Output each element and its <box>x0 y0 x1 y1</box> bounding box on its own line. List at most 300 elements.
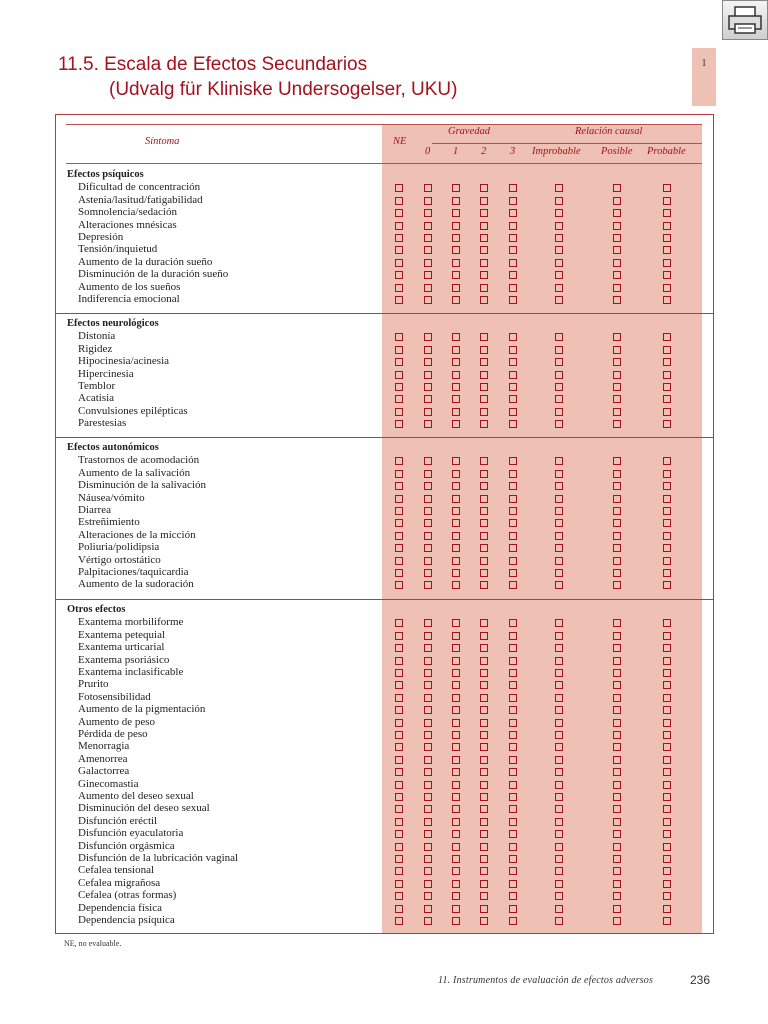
checkbox-grav-2[interactable] <box>480 843 488 851</box>
checkbox-posible[interactable] <box>613 420 621 428</box>
checkbox-ne[interactable] <box>395 917 403 925</box>
checkbox-improbable[interactable] <box>555 657 563 665</box>
checkbox-improbable[interactable] <box>555 569 563 577</box>
checkbox-probable[interactable] <box>663 519 671 527</box>
checkbox-grav-0[interactable] <box>424 669 432 677</box>
checkbox-grav-1[interactable] <box>452 259 460 267</box>
checkbox-grav-1[interactable] <box>452 805 460 813</box>
checkbox-grav-0[interactable] <box>424 246 432 254</box>
checkbox-probable[interactable] <box>663 669 671 677</box>
checkbox-grav-1[interactable] <box>452 905 460 913</box>
checkbox-improbable[interactable] <box>555 706 563 714</box>
checkbox-grav-0[interactable] <box>424 234 432 242</box>
checkbox-grav-3[interactable] <box>509 855 517 863</box>
checkbox-grav-3[interactable] <box>509 731 517 739</box>
checkbox-improbable[interactable] <box>555 482 563 490</box>
checkbox-grav-2[interactable] <box>480 818 488 826</box>
checkbox-grav-2[interactable] <box>480 569 488 577</box>
checkbox-grav-3[interactable] <box>509 830 517 838</box>
checkbox-improbable[interactable] <box>555 507 563 515</box>
checkbox-grav-2[interactable] <box>480 880 488 888</box>
checkbox-probable[interactable] <box>663 209 671 217</box>
checkbox-grav-3[interactable] <box>509 805 517 813</box>
checkbox-posible[interactable] <box>613 905 621 913</box>
checkbox-probable[interactable] <box>663 333 671 341</box>
checkbox-grav-1[interactable] <box>452 184 460 192</box>
checkbox-probable[interactable] <box>663 756 671 764</box>
checkbox-grav-1[interactable] <box>452 246 460 254</box>
checkbox-grav-1[interactable] <box>452 519 460 527</box>
checkbox-grav-1[interactable] <box>452 706 460 714</box>
checkbox-posible[interactable] <box>613 519 621 527</box>
checkbox-grav-0[interactable] <box>424 632 432 640</box>
checkbox-posible[interactable] <box>613 719 621 727</box>
checkbox-grav-1[interactable] <box>452 644 460 652</box>
checkbox-posible[interactable] <box>613 557 621 565</box>
checkbox-grav-2[interactable] <box>480 855 488 863</box>
checkbox-grav-3[interactable] <box>509 346 517 354</box>
checkbox-probable[interactable] <box>663 743 671 751</box>
checkbox-grav-0[interactable] <box>424 855 432 863</box>
checkbox-improbable[interactable] <box>555 532 563 540</box>
checkbox-improbable[interactable] <box>555 544 563 552</box>
checkbox-grav-2[interactable] <box>480 706 488 714</box>
checkbox-posible[interactable] <box>613 867 621 875</box>
checkbox-improbable[interactable] <box>555 383 563 391</box>
checkbox-improbable[interactable] <box>555 669 563 677</box>
checkbox-grav-1[interactable] <box>452 482 460 490</box>
checkbox-grav-2[interactable] <box>480 669 488 677</box>
checkbox-grav-1[interactable] <box>452 619 460 627</box>
checkbox-probable[interactable] <box>663 843 671 851</box>
checkbox-probable[interactable] <box>663 197 671 205</box>
checkbox-posible[interactable] <box>613 706 621 714</box>
checkbox-grav-3[interactable] <box>509 781 517 789</box>
checkbox-grav-3[interactable] <box>509 905 517 913</box>
checkbox-improbable[interactable] <box>555 408 563 416</box>
checkbox-grav-1[interactable] <box>452 197 460 205</box>
checkbox-grav-3[interactable] <box>509 843 517 851</box>
checkbox-grav-3[interactable] <box>509 519 517 527</box>
checkbox-probable[interactable] <box>663 234 671 242</box>
checkbox-posible[interactable] <box>613 371 621 379</box>
checkbox-grav-2[interactable] <box>480 296 488 304</box>
checkbox-grav-3[interactable] <box>509 917 517 925</box>
checkbox-grav-3[interactable] <box>509 234 517 242</box>
checkbox-grav-0[interactable] <box>424 843 432 851</box>
checkbox-ne[interactable] <box>395 880 403 888</box>
checkbox-grav-3[interactable] <box>509 259 517 267</box>
checkbox-ne[interactable] <box>395 507 403 515</box>
checkbox-improbable[interactable] <box>555 234 563 242</box>
checkbox-grav-0[interactable] <box>424 706 432 714</box>
checkbox-grav-1[interactable] <box>452 420 460 428</box>
checkbox-grav-2[interactable] <box>480 544 488 552</box>
checkbox-improbable[interactable] <box>555 557 563 565</box>
checkbox-grav-0[interactable] <box>424 495 432 503</box>
checkbox-posible[interactable] <box>613 184 621 192</box>
checkbox-ne[interactable] <box>395 457 403 465</box>
checkbox-probable[interactable] <box>663 681 671 689</box>
checkbox-grav-0[interactable] <box>424 420 432 428</box>
checkbox-grav-0[interactable] <box>424 259 432 267</box>
checkbox-grav-2[interactable] <box>480 470 488 478</box>
checkbox-grav-1[interactable] <box>452 408 460 416</box>
checkbox-grav-3[interactable] <box>509 296 517 304</box>
checkbox-grav-3[interactable] <box>509 657 517 665</box>
checkbox-ne[interactable] <box>395 867 403 875</box>
checkbox-probable[interactable] <box>663 805 671 813</box>
checkbox-grav-2[interactable] <box>480 271 488 279</box>
checkbox-improbable[interactable] <box>555 768 563 776</box>
checkbox-ne[interactable] <box>395 544 403 552</box>
checkbox-probable[interactable] <box>663 619 671 627</box>
checkbox-grav-0[interactable] <box>424 271 432 279</box>
checkbox-grav-2[interactable] <box>480 284 488 292</box>
checkbox-grav-1[interactable] <box>452 781 460 789</box>
checkbox-grav-1[interactable] <box>452 209 460 217</box>
checkbox-improbable[interactable] <box>555 395 563 403</box>
checkbox-grav-2[interactable] <box>480 694 488 702</box>
checkbox-posible[interactable] <box>613 532 621 540</box>
checkbox-improbable[interactable] <box>555 756 563 764</box>
checkbox-grav-2[interactable] <box>480 867 488 875</box>
checkbox-posible[interactable] <box>613 805 621 813</box>
checkbox-grav-2[interactable] <box>480 632 488 640</box>
checkbox-grav-0[interactable] <box>424 905 432 913</box>
checkbox-probable[interactable] <box>663 482 671 490</box>
checkbox-grav-1[interactable] <box>452 470 460 478</box>
checkbox-grav-2[interactable] <box>480 333 488 341</box>
checkbox-ne[interactable] <box>395 296 403 304</box>
checkbox-probable[interactable] <box>663 259 671 267</box>
checkbox-grav-0[interactable] <box>424 892 432 900</box>
checkbox-posible[interactable] <box>613 569 621 577</box>
checkbox-posible[interactable] <box>613 743 621 751</box>
checkbox-probable[interactable] <box>663 657 671 665</box>
checkbox-grav-0[interactable] <box>424 880 432 888</box>
checkbox-ne[interactable] <box>395 818 403 826</box>
checkbox-grav-1[interactable] <box>452 880 460 888</box>
checkbox-grav-0[interactable] <box>424 644 432 652</box>
checkbox-ne[interactable] <box>395 371 403 379</box>
checkbox-ne[interactable] <box>395 420 403 428</box>
checkbox-grav-1[interactable] <box>452 234 460 242</box>
checkbox-grav-1[interactable] <box>452 756 460 764</box>
checkbox-grav-0[interactable] <box>424 731 432 739</box>
checkbox-improbable[interactable] <box>555 581 563 589</box>
checkbox-ne[interactable] <box>395 892 403 900</box>
checkbox-grav-3[interactable] <box>509 892 517 900</box>
checkbox-ne[interactable] <box>395 209 403 217</box>
checkbox-posible[interactable] <box>613 246 621 254</box>
checkbox-posible[interactable] <box>613 209 621 217</box>
checkbox-ne[interactable] <box>395 743 403 751</box>
checkbox-grav-0[interactable] <box>424 830 432 838</box>
checkbox-probable[interactable] <box>663 470 671 478</box>
checkbox-grav-3[interactable] <box>509 271 517 279</box>
print-button[interactable] <box>722 0 768 40</box>
checkbox-grav-0[interactable] <box>424 867 432 875</box>
checkbox-grav-0[interactable] <box>424 793 432 801</box>
checkbox-probable[interactable] <box>663 731 671 739</box>
checkbox-probable[interactable] <box>663 830 671 838</box>
checkbox-posible[interactable] <box>613 793 621 801</box>
checkbox-improbable[interactable] <box>555 184 563 192</box>
checkbox-improbable[interactable] <box>555 892 563 900</box>
checkbox-grav-2[interactable] <box>480 644 488 652</box>
checkbox-grav-3[interactable] <box>509 793 517 801</box>
checkbox-improbable[interactable] <box>555 681 563 689</box>
checkbox-grav-0[interactable] <box>424 917 432 925</box>
checkbox-grav-1[interactable] <box>452 346 460 354</box>
checkbox-improbable[interactable] <box>555 731 563 739</box>
checkbox-ne[interactable] <box>395 470 403 478</box>
checkbox-improbable[interactable] <box>555 805 563 813</box>
checkbox-grav-1[interactable] <box>452 507 460 515</box>
checkbox-posible[interactable] <box>613 681 621 689</box>
checkbox-probable[interactable] <box>663 346 671 354</box>
checkbox-improbable[interactable] <box>555 197 563 205</box>
checkbox-grav-3[interactable] <box>509 743 517 751</box>
checkbox-grav-3[interactable] <box>509 408 517 416</box>
checkbox-improbable[interactable] <box>555 495 563 503</box>
checkbox-probable[interactable] <box>663 781 671 789</box>
checkbox-grav-0[interactable] <box>424 184 432 192</box>
checkbox-grav-2[interactable] <box>480 420 488 428</box>
checkbox-grav-1[interactable] <box>452 557 460 565</box>
checkbox-grav-2[interactable] <box>480 731 488 739</box>
checkbox-grav-2[interactable] <box>480 793 488 801</box>
checkbox-ne[interactable] <box>395 855 403 863</box>
checkbox-probable[interactable] <box>663 768 671 776</box>
checkbox-improbable[interactable] <box>555 830 563 838</box>
checkbox-grav-1[interactable] <box>452 719 460 727</box>
checkbox-grav-3[interactable] <box>509 197 517 205</box>
checkbox-grav-2[interactable] <box>480 358 488 366</box>
checkbox-posible[interactable] <box>613 917 621 925</box>
checkbox-grav-1[interactable] <box>452 296 460 304</box>
checkbox-grav-2[interactable] <box>480 519 488 527</box>
checkbox-probable[interactable] <box>663 905 671 913</box>
checkbox-grav-3[interactable] <box>509 669 517 677</box>
checkbox-improbable[interactable] <box>555 880 563 888</box>
checkbox-grav-0[interactable] <box>424 619 432 627</box>
checkbox-posible[interactable] <box>613 781 621 789</box>
checkbox-posible[interactable] <box>613 830 621 838</box>
checkbox-ne[interactable] <box>395 669 403 677</box>
checkbox-grav-2[interactable] <box>480 482 488 490</box>
checkbox-grav-1[interactable] <box>452 669 460 677</box>
checkbox-improbable[interactable] <box>555 632 563 640</box>
checkbox-grav-1[interactable] <box>452 731 460 739</box>
checkbox-grav-0[interactable] <box>424 482 432 490</box>
checkbox-probable[interactable] <box>663 544 671 552</box>
checkbox-ne[interactable] <box>395 358 403 366</box>
checkbox-grav-1[interactable] <box>452 371 460 379</box>
checkbox-improbable[interactable] <box>555 296 563 304</box>
checkbox-probable[interactable] <box>663 420 671 428</box>
checkbox-probable[interactable] <box>663 358 671 366</box>
checkbox-grav-1[interactable] <box>452 532 460 540</box>
checkbox-ne[interactable] <box>395 768 403 776</box>
checkbox-grav-3[interactable] <box>509 694 517 702</box>
checkbox-probable[interactable] <box>663 569 671 577</box>
checkbox-improbable[interactable] <box>555 259 563 267</box>
checkbox-grav-0[interactable] <box>424 222 432 230</box>
checkbox-posible[interactable] <box>613 259 621 267</box>
checkbox-grav-2[interactable] <box>480 581 488 589</box>
checkbox-ne[interactable] <box>395 569 403 577</box>
checkbox-posible[interactable] <box>613 296 621 304</box>
checkbox-ne[interactable] <box>395 681 403 689</box>
checkbox-ne[interactable] <box>395 793 403 801</box>
checkbox-grav-2[interactable] <box>480 905 488 913</box>
checkbox-grav-2[interactable] <box>480 507 488 515</box>
checkbox-ne[interactable] <box>395 557 403 565</box>
checkbox-probable[interactable] <box>663 581 671 589</box>
checkbox-posible[interactable] <box>613 222 621 230</box>
checkbox-ne[interactable] <box>395 383 403 391</box>
checkbox-ne[interactable] <box>395 184 403 192</box>
checkbox-probable[interactable] <box>663 408 671 416</box>
checkbox-improbable[interactable] <box>555 358 563 366</box>
checkbox-ne[interactable] <box>395 197 403 205</box>
checkbox-grav-3[interactable] <box>509 184 517 192</box>
checkbox-probable[interactable] <box>663 818 671 826</box>
checkbox-grav-1[interactable] <box>452 495 460 503</box>
checkbox-posible[interactable] <box>613 482 621 490</box>
checkbox-grav-3[interactable] <box>509 569 517 577</box>
checkbox-improbable[interactable] <box>555 818 563 826</box>
checkbox-grav-0[interactable] <box>424 346 432 354</box>
checkbox-posible[interactable] <box>613 544 621 552</box>
checkbox-posible[interactable] <box>613 507 621 515</box>
checkbox-grav-2[interactable] <box>480 371 488 379</box>
checkbox-probable[interactable] <box>663 632 671 640</box>
checkbox-improbable[interactable] <box>555 271 563 279</box>
checkbox-grav-2[interactable] <box>480 768 488 776</box>
checkbox-grav-1[interactable] <box>452 569 460 577</box>
checkbox-ne[interactable] <box>395 632 403 640</box>
checkbox-posible[interactable] <box>613 581 621 589</box>
checkbox-improbable[interactable] <box>555 209 563 217</box>
checkbox-grav-3[interactable] <box>509 581 517 589</box>
checkbox-posible[interactable] <box>613 619 621 627</box>
checkbox-grav-3[interactable] <box>509 395 517 403</box>
checkbox-grav-3[interactable] <box>509 457 517 465</box>
checkbox-improbable[interactable] <box>555 694 563 702</box>
checkbox-grav-3[interactable] <box>509 383 517 391</box>
checkbox-probable[interactable] <box>663 855 671 863</box>
checkbox-probable[interactable] <box>663 395 671 403</box>
checkbox-ne[interactable] <box>395 284 403 292</box>
checkbox-grav-0[interactable] <box>424 694 432 702</box>
checkbox-grav-1[interactable] <box>452 793 460 801</box>
checkbox-grav-1[interactable] <box>452 271 460 279</box>
checkbox-ne[interactable] <box>395 830 403 838</box>
checkbox-probable[interactable] <box>663 917 671 925</box>
checkbox-posible[interactable] <box>613 495 621 503</box>
checkbox-ne[interactable] <box>395 482 403 490</box>
checkbox-posible[interactable] <box>613 333 621 341</box>
checkbox-ne[interactable] <box>395 519 403 527</box>
checkbox-improbable[interactable] <box>555 420 563 428</box>
checkbox-grav-3[interactable] <box>509 420 517 428</box>
checkbox-posible[interactable] <box>613 197 621 205</box>
checkbox-grav-2[interactable] <box>480 781 488 789</box>
checkbox-ne[interactable] <box>395 222 403 230</box>
checkbox-ne[interactable] <box>395 657 403 665</box>
checkbox-grav-2[interactable] <box>480 457 488 465</box>
checkbox-posible[interactable] <box>613 395 621 403</box>
checkbox-grav-0[interactable] <box>424 358 432 366</box>
checkbox-improbable[interactable] <box>555 519 563 527</box>
checkbox-grav-0[interactable] <box>424 805 432 813</box>
checkbox-grav-0[interactable] <box>424 371 432 379</box>
checkbox-grav-2[interactable] <box>480 743 488 751</box>
checkbox-grav-3[interactable] <box>509 544 517 552</box>
checkbox-grav-1[interactable] <box>452 843 460 851</box>
checkbox-grav-1[interactable] <box>452 395 460 403</box>
checkbox-grav-1[interactable] <box>452 383 460 391</box>
checkbox-probable[interactable] <box>663 719 671 727</box>
checkbox-ne[interactable] <box>395 581 403 589</box>
checkbox-grav-2[interactable] <box>480 234 488 242</box>
checkbox-improbable[interactable] <box>555 905 563 913</box>
checkbox-improbable[interactable] <box>555 333 563 341</box>
checkbox-grav-2[interactable] <box>480 408 488 416</box>
checkbox-posible[interactable] <box>613 855 621 863</box>
checkbox-posible[interactable] <box>613 346 621 354</box>
checkbox-ne[interactable] <box>395 532 403 540</box>
checkbox-improbable[interactable] <box>555 246 563 254</box>
checkbox-grav-1[interactable] <box>452 632 460 640</box>
checkbox-grav-1[interactable] <box>452 818 460 826</box>
checkbox-grav-1[interactable] <box>452 581 460 589</box>
checkbox-grav-0[interactable] <box>424 532 432 540</box>
checkbox-grav-3[interactable] <box>509 557 517 565</box>
checkbox-improbable[interactable] <box>555 719 563 727</box>
checkbox-improbable[interactable] <box>555 644 563 652</box>
checkbox-grav-1[interactable] <box>452 457 460 465</box>
checkbox-improbable[interactable] <box>555 457 563 465</box>
checkbox-improbable[interactable] <box>555 470 563 478</box>
checkbox-probable[interactable] <box>663 706 671 714</box>
checkbox-improbable[interactable] <box>555 867 563 875</box>
checkbox-grav-2[interactable] <box>480 184 488 192</box>
checkbox-grav-3[interactable] <box>509 768 517 776</box>
checkbox-grav-0[interactable] <box>424 284 432 292</box>
checkbox-grav-2[interactable] <box>480 395 488 403</box>
checkbox-probable[interactable] <box>663 557 671 565</box>
checkbox-grav-3[interactable] <box>509 681 517 689</box>
checkbox-grav-1[interactable] <box>452 544 460 552</box>
checkbox-posible[interactable] <box>613 470 621 478</box>
checkbox-grav-0[interactable] <box>424 395 432 403</box>
checkbox-grav-2[interactable] <box>480 246 488 254</box>
checkbox-ne[interactable] <box>395 259 403 267</box>
checkbox-grav-1[interactable] <box>452 855 460 863</box>
checkbox-grav-3[interactable] <box>509 619 517 627</box>
checkbox-grav-0[interactable] <box>424 719 432 727</box>
checkbox-ne[interactable] <box>395 333 403 341</box>
checkbox-probable[interactable] <box>663 296 671 304</box>
checkbox-grav-3[interactable] <box>509 880 517 888</box>
checkbox-probable[interactable] <box>663 892 671 900</box>
checkbox-grav-1[interactable] <box>452 830 460 838</box>
checkbox-posible[interactable] <box>613 657 621 665</box>
